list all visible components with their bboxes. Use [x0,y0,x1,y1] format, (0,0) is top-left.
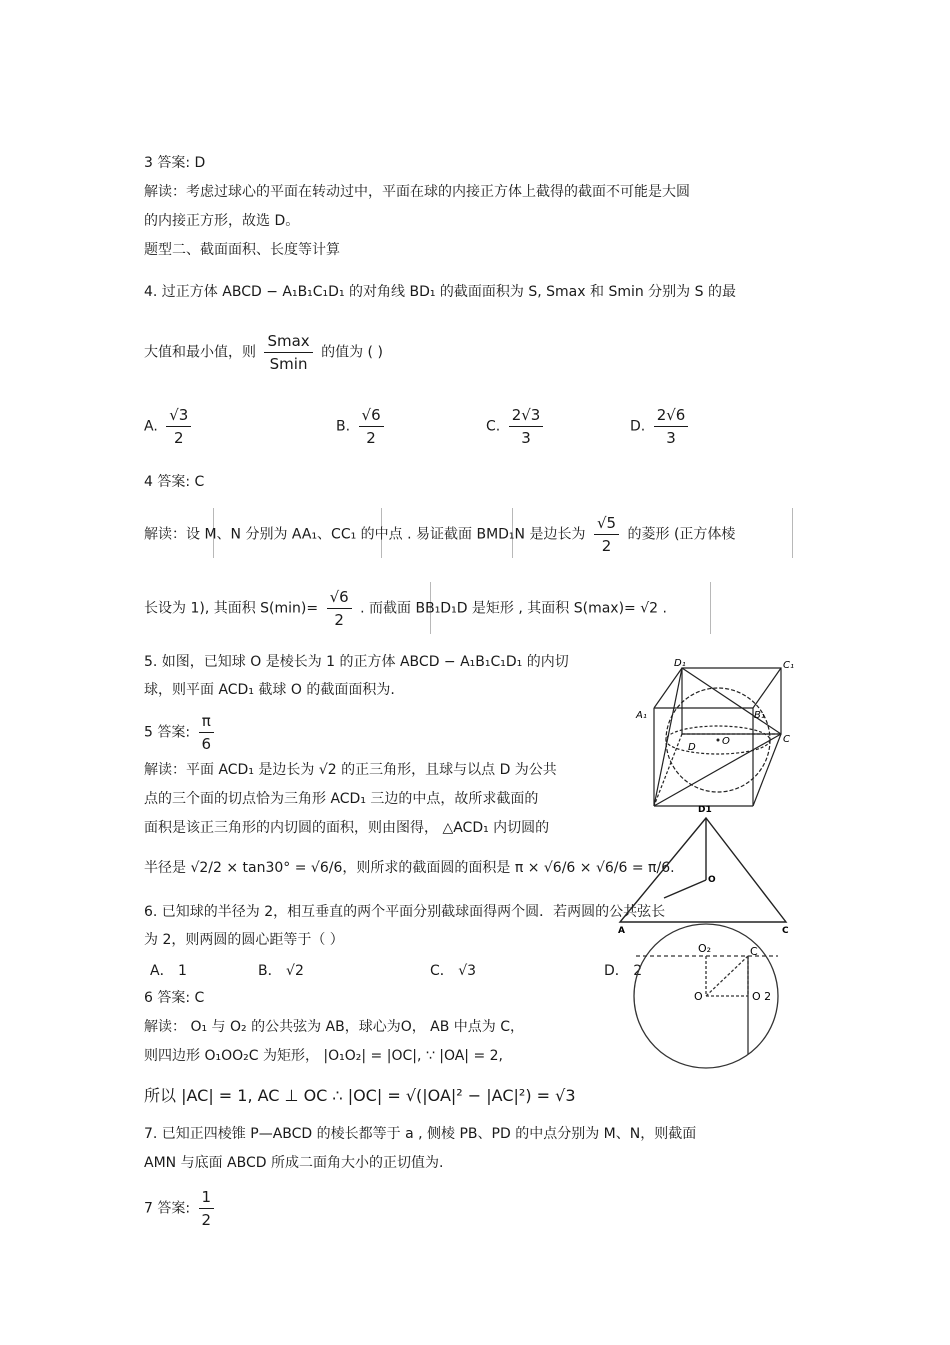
q4-stem-line1: 4. 过正方体 ABCD − A₁B₁C₁D₁ 的对角线 BD₁ 的截面面积为 S, Smax 和 Smin 分别为 S 的最 [144,284,736,300]
q4-option-a [144,404,195,449]
circle-figure [628,920,788,1070]
q6-explanation-line3: 所以 |AC| = 1, AC ⊥ OC ∴ |OC| = √(|OA|² − |AC|²) = √3 [144,1086,576,1105]
triangle-label: D1 [698,805,712,815]
q6-stem-line1: 6. 已知球的半径为 2，相互垂直的两个平面分别截球面得两个圆．若两圆的公共弦长 [144,904,666,920]
q4-explanation-line1-post: 的菱形 (正方体棱 [627,526,736,543]
q4-option-a-label: A. [144,418,158,435]
q6-option-b: B． √2 [258,963,304,979]
q4-option-b-den: 2 [366,429,376,447]
cube-label: A₁ [636,710,647,721]
q6-option-a: A． 1 [150,963,187,979]
circle-label: O 2 [752,990,772,1003]
q4-option-d-label: D. [630,418,646,435]
scan-divider [792,508,793,558]
q4-explanation-line2-mid: . 而截面 BB₁D₁D 是矩形 , 其面积 S(max)= [360,600,636,617]
q5-stem-line2: 球，则平面 ACD₁ 截球 O 的截面面积为. [144,682,395,698]
q4-option-b [336,404,388,449]
q3-answer: 3 答案: D [144,155,206,171]
q7-answer-label: 7 答案: [144,1200,191,1217]
q7-answer-num: 1 [199,1186,215,1209]
q4-explanation-line1 [144,512,735,557]
q4-option-b-num: √6 [359,404,384,427]
q4-explain-frac-num: √5 [594,512,619,535]
q4-answer: 4 答案: C [144,474,205,490]
q4-explain2-frac-den: 2 [334,611,344,629]
q5-explanation-line4: 半径是 √2/2 × tan30° = √6/6，则所求的截面圆的面积是 π × √6/6 × √6/6 = π/6. [144,860,675,876]
q4-option-b-label: B. [336,418,351,435]
q4-stem-line2-pre: 大值和最小值，则 [144,344,256,361]
q5-answer-den: 6 [201,735,212,753]
q4-explain-frac-den: 2 [601,537,612,555]
q7-stem-line1: 7. 已知正四棱锥 P—ABCD 的棱长都等于 a , 侧棱 PB、PD 的中点分别为 M、N，则截面 [144,1126,697,1142]
q4-ratio-fraction [264,330,312,375]
q4-option-a-num: √3 [166,404,191,427]
q4-option-d-den: 3 [666,429,676,447]
q3-explanation-line2: 的内接正方形，故选 D。 [144,213,300,229]
cube-label: C₁ [783,660,794,671]
q4-explanation-line2-pre: 长设为 1), 其面积 S(min)= [144,600,319,617]
q4-option-d-num: 2√6 [654,404,689,427]
q5-stem-line1: 5. 如图，已知球 O 是棱长为 1 的正方体 ABCD − A₁B₁C₁D₁ 的内切 [144,654,569,670]
q4-ratio-den: Smin [269,355,308,373]
circle-label: O₂ [698,942,712,955]
q4-option-c-num: 2√3 [509,404,544,427]
q6-explanation-line1: 解读： O₁ 与 O₂ 的公共弦为 AB，球心为O， AB 中点为 C， [144,1019,525,1035]
q6-explanation-line2: 则四边形 O₁OO₂C 为矩形， |O₁O₂| = |OC|, ∵ |OA| = 2, [144,1048,503,1064]
cube-label: D₁ [674,658,686,669]
q4-stem-line2-post: 的值为 ( ) [321,344,383,361]
q4-option-d [630,404,692,449]
q4-option-a-den: 2 [174,429,184,447]
cube-label: B₁ [754,710,765,721]
q7-answer [144,1186,218,1231]
q7-answer-den: 2 [201,1211,212,1229]
triangle-label: A [618,926,625,936]
scan-divider [710,582,711,634]
q6-option-d: D． 2 [604,963,643,979]
triangle-label: C [782,926,789,936]
circle-label: O [694,990,703,1003]
q7-stem-line2: AMN 与底面 ABCD 所成二面角大小的正切值为. [144,1155,444,1171]
q4-stem-line2 [144,330,383,375]
q4-explanation-line1-pre: 解读：设 M、N 分别为 AA₁、CC₁ 的中点 . 易证截面 BMD₁N 是边长为 [144,526,586,543]
q5-explanation-line2: 点的三个面的切点恰为三角形 ACD₁ 三边的中点，故所求截面的 [144,791,539,807]
q5-answer [144,710,218,755]
q6-answer: 6 答案: C [144,990,205,1006]
q5-answer-num: π [199,710,214,733]
q4-option-c [486,404,547,449]
q4-explanation-line2 [144,586,667,631]
q4-option-c-den: 3 [521,429,531,447]
triangle-label: O [708,875,716,885]
q4-explain2-frac-num: √6 [327,586,352,609]
q6-stem-line2: 为 2，则两圆的圆心距等于（ ） [144,932,344,948]
circle-label: C [750,945,758,958]
q5-answer-label: 5 答案: [144,724,191,741]
q6-option-c: C． √3 [430,963,477,979]
q5-explanation-line1: 解读：平面 ACD₁ 是边长为 √2 的正三角形，且球与以点 D 为公共 [144,762,557,778]
q4-explanation-line2-end: √2 . [640,600,667,617]
cube-label: C [783,734,790,745]
q4-option-c-label: C. [486,418,501,435]
q4-ratio-num: Smax [264,330,312,353]
q5-explanation-line3: 面积是该正三角形的内切圆的面积，则由图得， △ACD₁ 内切圆的 [144,820,550,836]
section-heading: 题型二、截面面积、长度等计算 [144,242,340,258]
cube-label: D [688,742,696,753]
cube-label: O [722,736,730,747]
q3-explanation-line1: 解读：考虑过球心的平面在转动过中，平面在球的内接正方体上截得的截面不可能是大圆 [144,184,690,200]
